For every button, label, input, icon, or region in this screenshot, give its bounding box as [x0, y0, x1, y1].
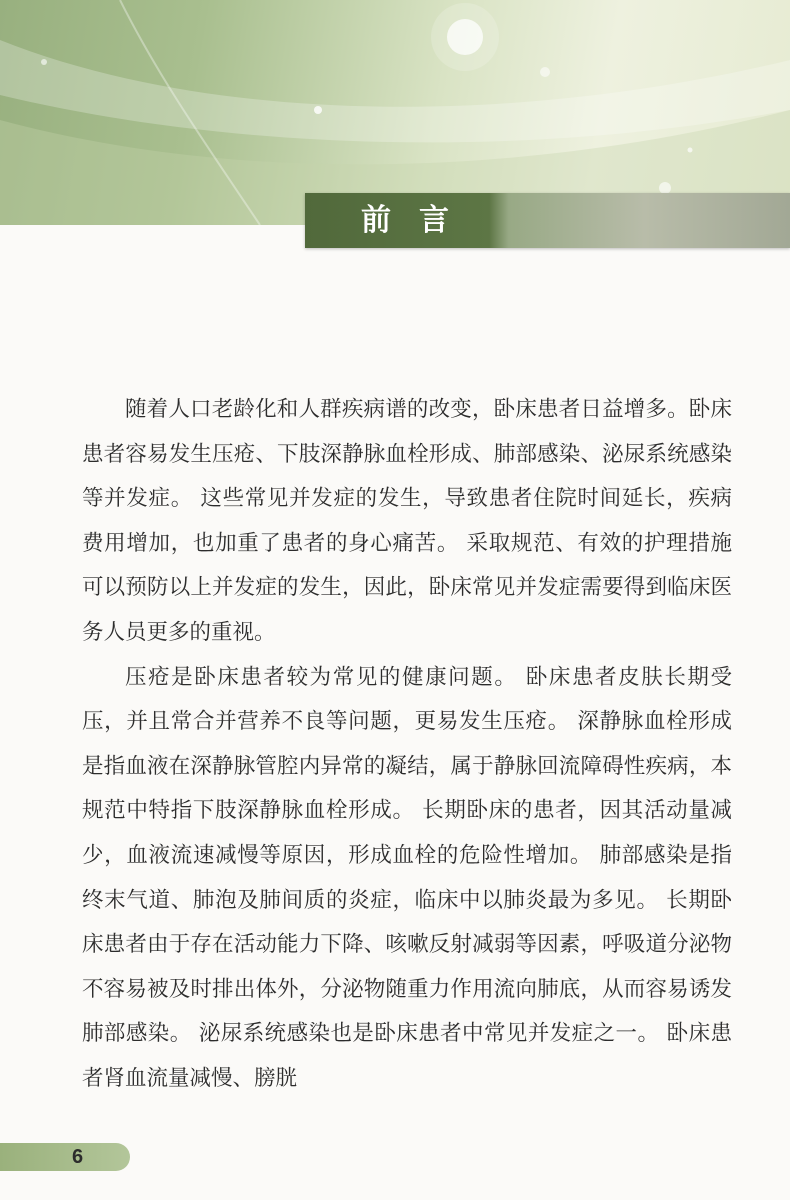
- body-text: [82, 388, 732, 1102]
- paragraph-2: 压疮是卧床患者较为常见的健康问题。 卧床患者皮肤长期受压，并且常合并营养不良等问题，更易发生压疮。 深静脉血栓形成是指血液在深静脉管腔内异常的凝结，属于静脉回流障碍性疾病，本规范中特指下肢深静脉血栓形成。 长期卧床的患者，因其活动量减少，血液流速减慢等原因，形成血栓的危险性增加。 肺部感染是指终末气道、肺泡及肺间质的炎症，临床中以肺炎最为多见。 长期卧床患者由于存在活动能力下降、咳嗽反射减弱等因素，呼吸道分泌物不容易被及时排出体外，分泌物随重力作用流向肺底，从而容易诱发肺部感染。 泌尿系统感染也是卧床患者中常见并发症之一。 卧床患者肾血流量减慢、膀胱: [82, 664, 732, 1091]
- section-title: 前言: [361, 203, 477, 238]
- page-number-tab: [0, 1143, 130, 1171]
- page-number: 6: [72, 1146, 84, 1168]
- header-wave-graphic: [0, 0, 790, 225]
- header-decoration: [0, 0, 790, 225]
- section-title-bar: [305, 193, 790, 248]
- paragraph-1: 随着人口老龄化和人群疾病谱的改变，卧床患者日益增多。卧床患者容易发生压疮、下肢深静脉血栓形成、肺部感染、泌尿系统感染等并发症。 这些常见并发症的发生，导致患者住院时间延长，疾病费用增加，也加重了患者的身心痛苦。 采取规范、有效的护理措施可以预防以上并发症的发生，因此，卧床常见并发症需要得到临床医务人员更多的重视。: [82, 397, 732, 645]
